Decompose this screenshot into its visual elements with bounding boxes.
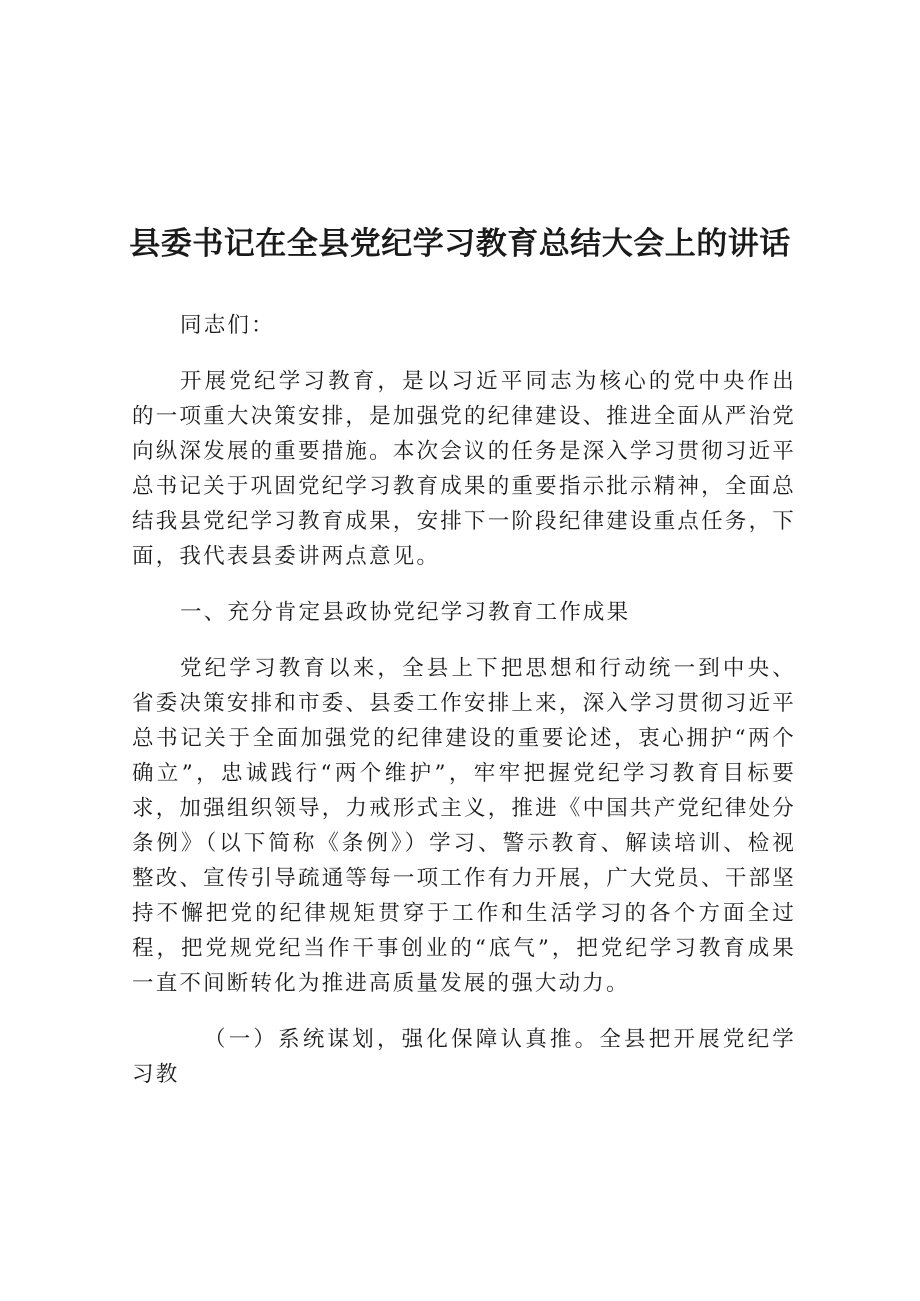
section-heading-1: 一、充分肯定县政协党纪学习教育工作成果 — [180, 600, 631, 625]
section-1-paragraph: 党纪学习教育以来，全县上下把思想和行动统一到中央、省委决策安排和市委、县委工作安排上来，深入学习贯彻习近平总书记关于全面加强党的纪律建设的重要论述，衷心拥护“两个确立”，忠诚践行“两个维护”，牢牢把握党纪学习教育目标要求，加强组织领导，力戒形式主义，推进《中国共产党纪律处分条例》（以下简称《条例》）学习、警示教育、解读培训、检视整改、宣传引导疏通等每一项工作有力开展，广大党员、干部坚持不懈把党的纪律规矩贯穿于工作和生活学习的各个方面全过程，把党规党纪当作干事创业的“底气”，把党纪学习教育成果一直不间断转化为推进高质量发展的强大动力。 — [132, 656, 796, 996]
subsection-1-line: （一）系统谋划，强化保障认真推。全县把开展党纪学习教 — [132, 1027, 796, 1087]
salutation: 同志们： — [180, 313, 275, 338]
document-title: 县委书记在全县党纪学习教育总结大会上的讲话 — [129, 226, 791, 262]
document-body — [132, 308, 796, 1092]
intro-paragraph: 开展党纪学习教育，是以习近平同志为核心的党中央作出的一项重大决策安排，是加强党的纪律建设、推进全面从严治党向纵深发展的重要措施。本次会议的任务是深入学习贯彻习近平总书记关于巩固党纪学习教育成果的重要指示批示精神，全面总结我县党纪学习教育成果，安排下一阶段纪律建设重点任务，下面，我代表县委讲两点意见。 — [132, 369, 796, 569]
